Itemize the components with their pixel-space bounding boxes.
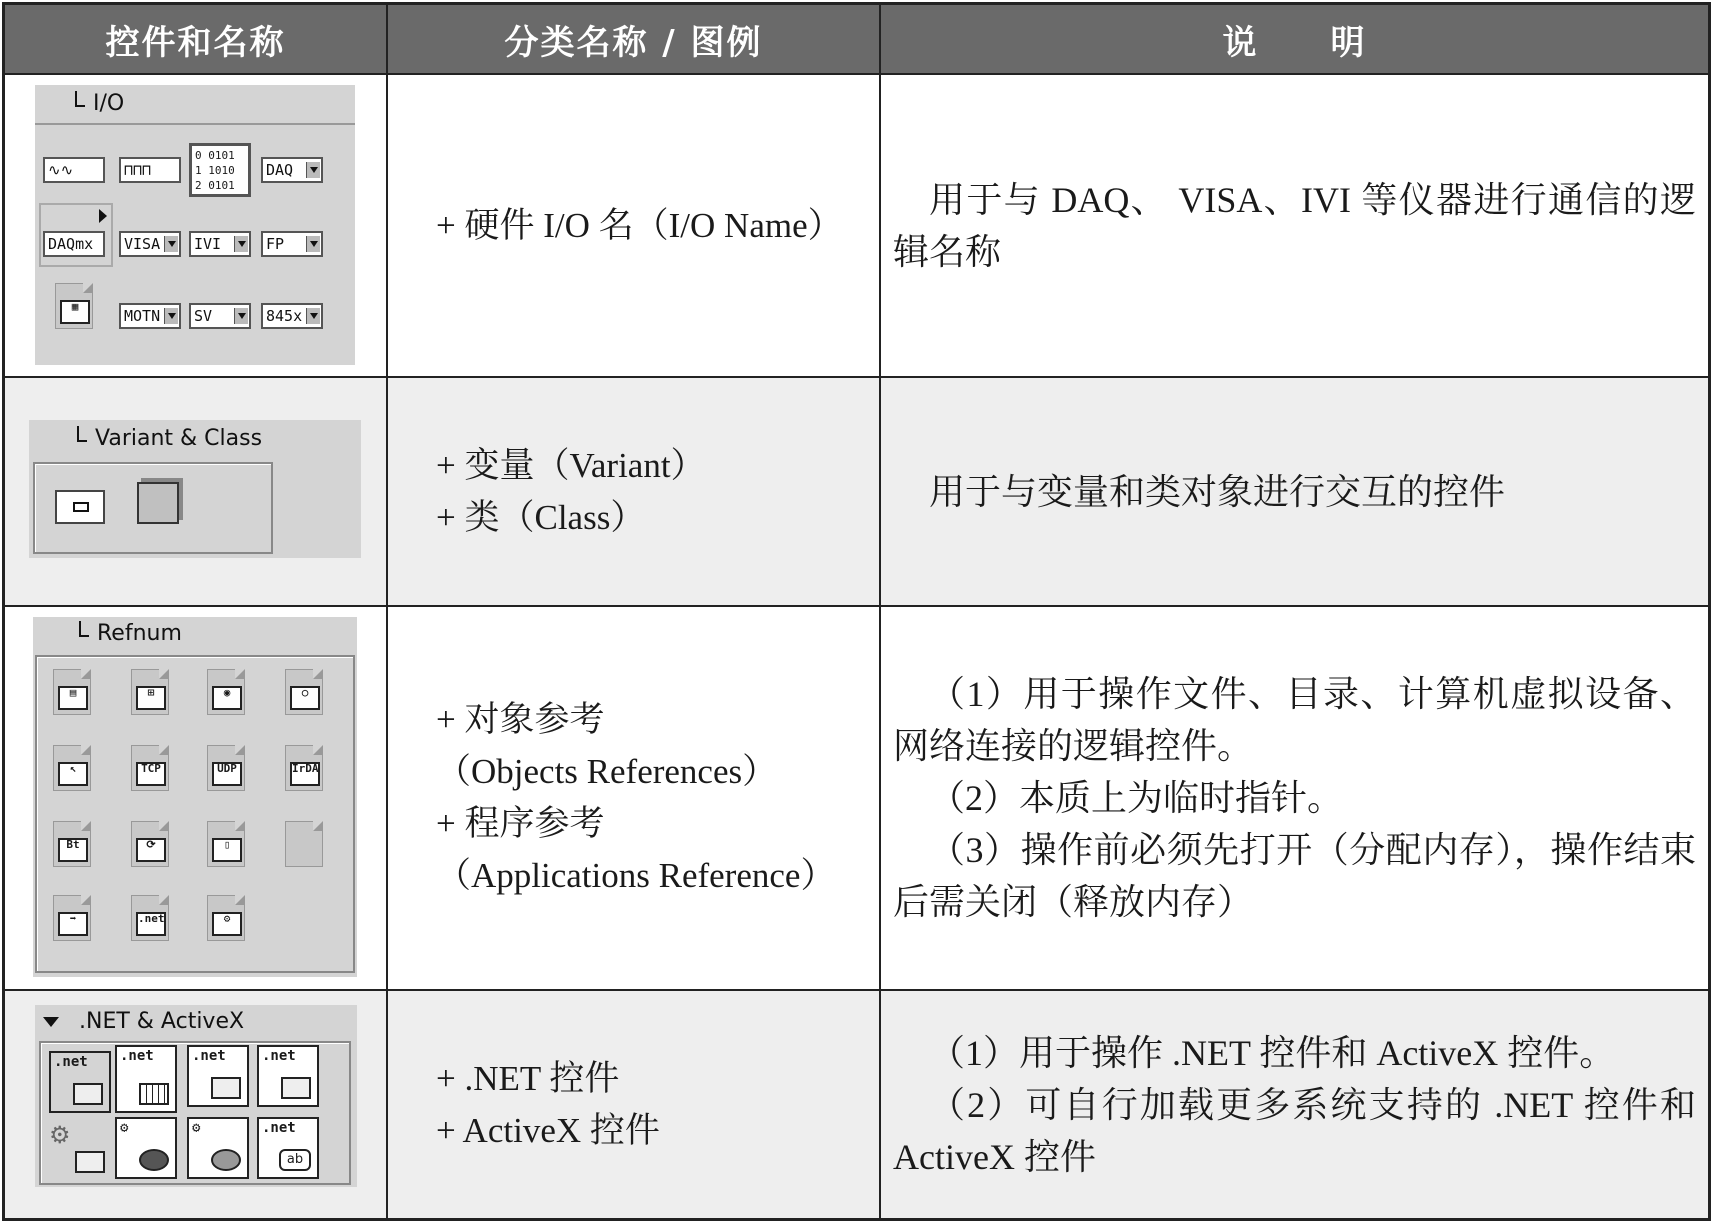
description-paragraph: （2）本质上为临时指针。 xyxy=(929,778,1344,818)
category-line: + 对象参考 xyxy=(436,700,605,739)
dotnet-picture-icon[interactable]: .net xyxy=(187,1045,249,1107)
category-line: + 类（Class） xyxy=(436,497,646,537)
fp-control[interactable]: FP xyxy=(261,231,323,257)
dotnet-palette-cell xyxy=(5,991,388,1218)
io-palette-title: I/O xyxy=(75,91,124,116)
header-controls-name: 控件和名称 xyxy=(5,5,388,75)
dotnet-datagrid-icon[interactable]: .net xyxy=(115,1045,177,1113)
udp-refnum-icon[interactable]: UDP xyxy=(207,745,245,791)
device-refnum-icon[interactable]: ◉ xyxy=(207,669,245,715)
activex-web-browser-icon[interactable]: ⚙ xyxy=(115,1117,177,1179)
header-category-legend: 分类名称 / 图例 xyxy=(388,5,881,75)
dotnet-palette-title: .NET & ActiveX xyxy=(43,1009,244,1034)
category-line: + 程序参考 xyxy=(436,804,605,843)
dotnet-container-icon[interactable]: .net xyxy=(49,1051,111,1113)
845x-control[interactable]: 845x xyxy=(261,303,323,329)
description-paragraph: （1）用于操作文件、目录、计算机虚拟设备、网络连接的逻辑控件。 xyxy=(893,674,1696,766)
motion-control[interactable]: MOTN xyxy=(119,303,181,329)
refnum-palette-title: Refnum xyxy=(79,621,182,646)
file-refnum-icon[interactable]: ▤ xyxy=(53,669,91,715)
variant-palette-cell xyxy=(5,378,388,607)
menu-refnum-icon[interactable]: ▯ xyxy=(207,821,245,867)
description-paragraph: （2）可自行加载更多系统支持的 .NET 控件和 ActiveX 控件 xyxy=(893,1084,1696,1177)
refnum-palette-cell xyxy=(5,607,388,991)
dotnet-richtext-icon[interactable]: .net xyxy=(257,1045,319,1107)
vi-refnum-icon[interactable]: ⟳ xyxy=(131,821,169,867)
description-paragraph: 用于与 DAQ、 VISA、IVI 等仪器进行通信的逻辑名称 xyxy=(893,179,1696,272)
variant-palette-title: Variant & Class xyxy=(77,426,262,451)
variant-icon[interactable] xyxy=(55,490,105,524)
datalog-refnum-icon[interactable]: ➡ xyxy=(53,895,91,941)
variant-description-cell xyxy=(881,378,1708,607)
blank-refnum-icon[interactable] xyxy=(285,821,323,867)
refnum-palette xyxy=(33,617,357,977)
category-line: + ActiveX 控件 xyxy=(436,1110,660,1150)
daqmx-control[interactable]: DAQmx xyxy=(43,231,105,257)
category-line: （Objects References） xyxy=(436,752,778,791)
variant-palette xyxy=(29,420,361,558)
bluetooth-refnum-icon[interactable]: Bt xyxy=(53,821,91,867)
dir-refnum-icon[interactable]: ⊞ xyxy=(131,669,169,715)
daq-control[interactable]: DAQ xyxy=(261,157,323,183)
category-line: （Applications Reference） xyxy=(436,856,836,895)
header-description: 说 明 xyxy=(881,5,1708,75)
activex-media-player-icon[interactable]: ⚙ xyxy=(187,1117,249,1179)
category-line: + 硬件 I/O 名（I/O Name） xyxy=(436,205,843,245)
category-line: + 变量（Variant） xyxy=(436,445,706,485)
variant-category-cell xyxy=(388,378,881,607)
refnum-category-cell xyxy=(388,607,881,991)
io-palette xyxy=(35,85,355,365)
control-refnum-icon[interactable]: ↖ xyxy=(53,745,91,791)
description-paragraph: （3）操作前必须先打开（分配内存），操作结束后需关闭（释放内存） xyxy=(893,830,1696,922)
io-category-cell xyxy=(388,75,881,378)
ivi-control[interactable]: IVI xyxy=(189,231,251,257)
activex-container-icon[interactable]: ⚙ xyxy=(49,1121,111,1177)
digital-waveform-control-icon[interactable]: ⊓⊓⊓ xyxy=(119,157,181,183)
dotnet-description-cell xyxy=(881,991,1708,1218)
dotnet-refnum-icon[interactable]: .net xyxy=(131,895,169,941)
io-palette-cell xyxy=(5,75,388,378)
imaq-session-icon[interactable]: ▦ xyxy=(55,283,93,329)
category-line: + .NET 控件 xyxy=(436,1058,620,1098)
class-cube-icon[interactable] xyxy=(137,482,179,524)
collapse-triangle-icon[interactable] xyxy=(43,1017,59,1027)
waveform-control-icon[interactable]: ∿∿ xyxy=(43,157,105,183)
activex-refnum-icon[interactable]: ⚙ xyxy=(207,895,245,941)
occurrence-refnum-icon[interactable]: ○ xyxy=(285,669,323,715)
dotnet-category-cell xyxy=(388,991,881,1218)
description-paragraph: （1）用于操作 .NET 控件和 ActiveX 控件。 xyxy=(929,1032,1616,1073)
shared-variable-control[interactable]: SV xyxy=(189,303,251,329)
controls-table xyxy=(2,2,1711,1221)
io-description-cell xyxy=(881,75,1708,378)
dotnet-palette xyxy=(35,1005,357,1187)
visa-control[interactable]: VISA xyxy=(119,231,181,257)
irda-refnum-icon[interactable]: IrDA xyxy=(285,745,323,791)
dotnet-textbox-icon[interactable]: .net ab xyxy=(257,1117,319,1179)
digital-data-icon[interactable]: 0 0101 1 1010 2 0101 xyxy=(189,143,251,197)
tcp-refnum-icon[interactable]: TCP xyxy=(131,745,169,791)
refnum-description-cell xyxy=(881,607,1708,991)
description-paragraph: 用于与变量和类对象进行交互的控件 xyxy=(929,471,1506,512)
